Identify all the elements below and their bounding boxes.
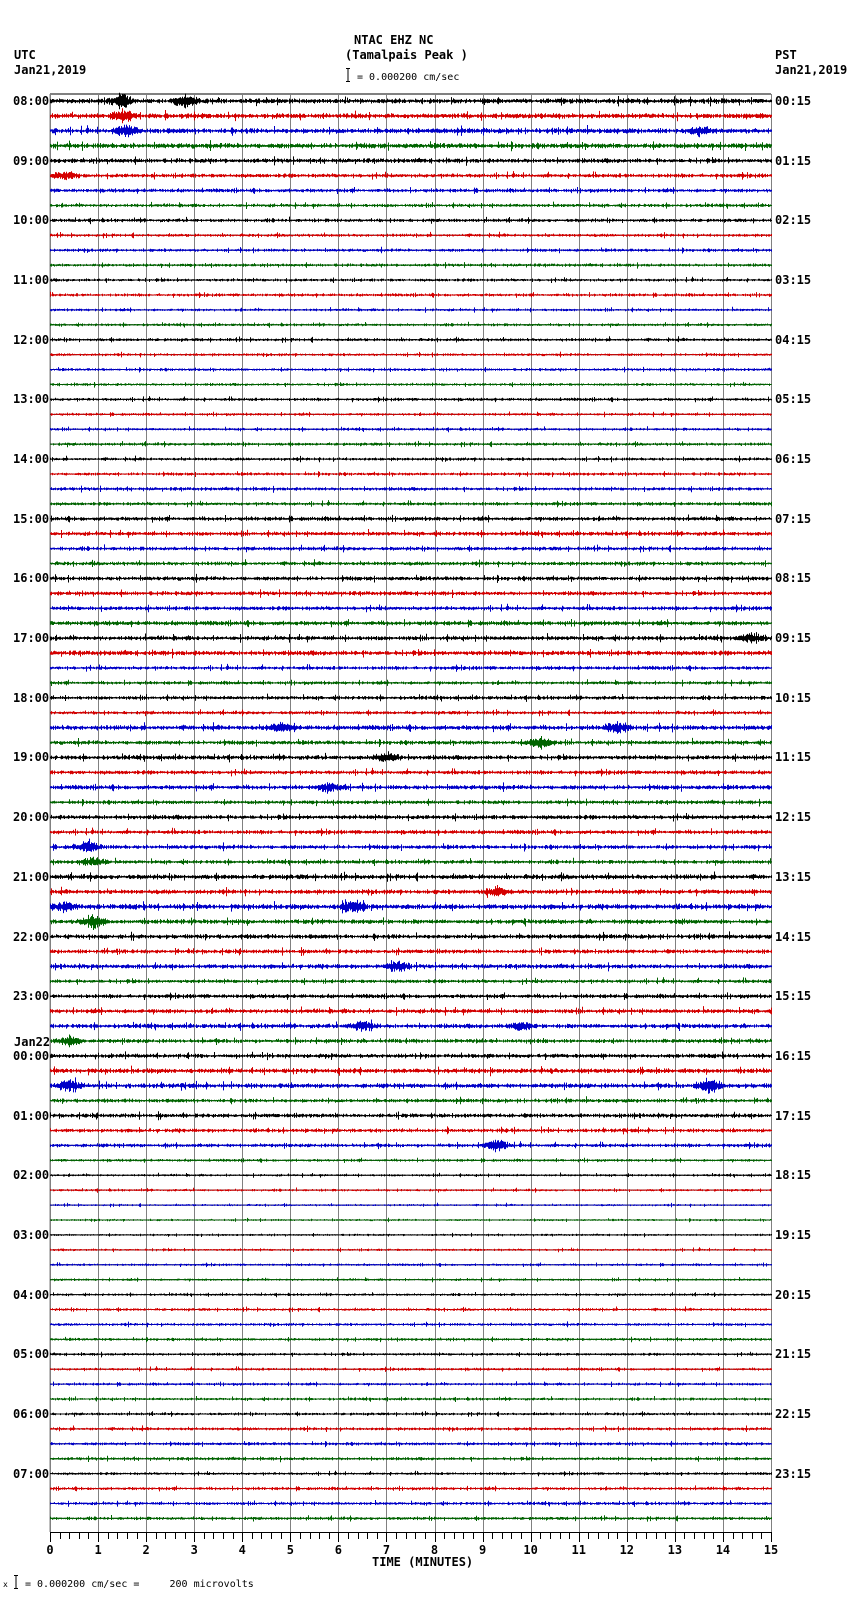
trace-row-65 [51, 1066, 772, 1077]
trace-row-84 [51, 1352, 772, 1358]
trace-row-22 [51, 426, 772, 432]
right-hour-label: 12:15 [775, 810, 812, 825]
trace-row-8 [51, 217, 772, 225]
trace-row-9 [51, 232, 772, 239]
trace-row-78 [51, 1262, 772, 1267]
trace-row-85 [51, 1366, 772, 1372]
trace-row-2 [51, 125, 772, 138]
x-tick-label: 15 [763, 1543, 779, 1557]
right-hour-label: 13:15 [775, 869, 812, 884]
trace-row-27 [51, 500, 772, 507]
x-axis-title: TIME (MINUTES) [372, 1555, 474, 1569]
trace-row-12 [51, 277, 772, 283]
left-hour-label: 08:00 [13, 94, 50, 108]
left-timezone: UTC [14, 48, 36, 62]
left-hour-label: 03:00 [13, 1227, 50, 1242]
right-hour-label: 20:15 [775, 1287, 812, 1302]
trace-row-53 [51, 885, 772, 898]
trace-row-6 [51, 187, 772, 194]
trace-row-58 [51, 960, 772, 972]
trace-row-24 [51, 456, 772, 463]
left-date: Jan21,2019 [14, 63, 87, 77]
left-hour-label: 20:00 [13, 810, 50, 825]
left-hour-label: 15:00 [13, 511, 50, 526]
right-hour-label: 02:15 [775, 213, 812, 228]
trace-row-7 [51, 202, 772, 209]
trace-row-36 [51, 632, 772, 644]
trace-row-82 [51, 1321, 772, 1327]
trace-row-31 [51, 559, 772, 567]
trace-row-50 [51, 839, 772, 853]
x-tick-label: 10 [523, 1543, 538, 1557]
left-hour-label: 11:00 [13, 273, 50, 288]
trace-row-70 [51, 1140, 772, 1153]
footer-scale-bar-icon [14, 1574, 18, 1588]
right-hour-label: 00:15 [775, 94, 812, 108]
trace-row-37 [51, 649, 772, 659]
trace-row-47 [51, 799, 772, 807]
right-hour-label: 04:15 [775, 332, 812, 347]
right-hour-label: 19:15 [775, 1227, 812, 1242]
left-hour-label: 14:00 [13, 452, 50, 467]
left-hour-label: 23:00 [13, 989, 50, 1004]
right-hour-label: 08:15 [775, 571, 812, 586]
footer-prefix: x [3, 1580, 8, 1589]
left-hour-label: 07:00 [13, 1466, 50, 1481]
x-tick-label: 2 [142, 1543, 150, 1557]
trace-row-67 [51, 1096, 772, 1104]
trace-row-4 [51, 156, 772, 165]
x-tick-label: 12 [619, 1543, 635, 1557]
trace-row-16 [51, 336, 772, 343]
trace-row-15 [51, 322, 772, 328]
x-tick-label: 11 [571, 1543, 586, 1557]
trace-row-11 [51, 262, 772, 269]
trace-row-92 [51, 1471, 772, 1477]
trace-row-14 [51, 307, 772, 313]
right-hour-label: 17:15 [775, 1108, 812, 1123]
right-hour-label: 16:15 [775, 1048, 812, 1063]
trace-row-30 [51, 544, 772, 552]
trace-row-44 [51, 751, 772, 762]
right-hour-label: 07:15 [775, 511, 812, 526]
trace-row-69 [51, 1126, 772, 1134]
trace-row-13 [51, 292, 772, 298]
trace-row-29 [51, 529, 772, 538]
trace-row-62 [51, 1020, 772, 1032]
x-tick-label: 5 [286, 1543, 294, 1557]
left-hour-label: 04:00 [13, 1287, 50, 1302]
right-hour-label: 01:15 [775, 153, 812, 168]
trace-row-74 [51, 1203, 772, 1207]
left-hour-label: 22:00 [13, 929, 50, 944]
x-tick-label: 1 [94, 1543, 102, 1557]
left-hour-label: 12:00 [13, 332, 50, 347]
trace-row-95 [51, 1515, 772, 1522]
trace-row-33 [51, 589, 772, 598]
x-tick-label: 6 [334, 1543, 343, 1557]
trace-row-17 [51, 352, 772, 358]
trace-row-42 [51, 721, 772, 734]
right-hour-label: 06:15 [775, 452, 812, 467]
trace-row-32 [51, 574, 772, 583]
trace-row-40 [51, 694, 772, 702]
trace-row-20 [51, 396, 772, 402]
trace-row-66 [51, 1077, 772, 1093]
trace-row-75 [51, 1218, 772, 1223]
right-hour-label: 22:15 [775, 1406, 812, 1421]
right-hour-label: 10:15 [775, 690, 812, 705]
trace-row-83 [51, 1337, 772, 1343]
trace-row-87 [51, 1396, 772, 1402]
left-hour-label: 18:00 [13, 690, 50, 705]
trace-row-49 [51, 828, 772, 837]
trace-row-59 [51, 977, 772, 985]
trace-row-60 [51, 992, 772, 1000]
trace-row-3 [51, 140, 772, 151]
right-hour-label: 03:15 [775, 273, 812, 288]
right-hour-label: 14:15 [775, 929, 812, 944]
trace-row-21 [51, 412, 772, 418]
trace-row-41 [51, 709, 772, 716]
trace-row-77 [51, 1247, 772, 1252]
trace-row-18 [51, 367, 772, 373]
x-tick-label: 0 [46, 1543, 54, 1557]
trace-row-89 [51, 1425, 772, 1432]
trace-row-28 [51, 515, 772, 523]
trace-row-76 [51, 1233, 772, 1237]
trace-row-1 [51, 108, 772, 123]
left-hour-label: 13:00 [13, 392, 50, 407]
right-hour-label: 21:15 [775, 1347, 812, 1362]
left-hour-label: 00:00 [13, 1048, 50, 1063]
trace-row-93 [51, 1485, 772, 1491]
trace-row-80 [51, 1292, 772, 1297]
scale-text: = 0.000200 cm/sec [357, 72, 460, 83]
station-title: NTAC EHZ NC [354, 33, 434, 47]
trace-row-39 [51, 679, 772, 686]
trace-row-56 [51, 931, 772, 941]
left-hour-label: 06:00 [13, 1406, 50, 1421]
right-hour-label: 05:15 [775, 392, 812, 407]
trace-row-45 [51, 768, 772, 777]
x-tick-label: 3 [190, 1543, 198, 1557]
left-date-change-label: Jan22 [14, 1034, 51, 1049]
left-hour-label: 01:00 [13, 1108, 50, 1123]
trace-row-68 [51, 1111, 772, 1120]
right-hour-label: 15:15 [775, 989, 812, 1004]
trace-row-94 [51, 1500, 772, 1507]
x-tick-label: 9 [478, 1543, 487, 1557]
trace-row-19 [51, 382, 772, 388]
left-hour-label: 09:00 [13, 153, 50, 168]
trace-row-55 [51, 914, 772, 930]
trace-row-61 [51, 1006, 772, 1016]
trace-row-51 [51, 857, 772, 866]
left-hour-label: 05:00 [13, 1347, 50, 1362]
right-hour-label: 23:15 [775, 1466, 812, 1481]
trace-row-10 [51, 247, 772, 254]
x-tick-label: 7 [382, 1543, 391, 1557]
right-date: Jan21,2019 [775, 63, 848, 77]
trace-row-86 [51, 1381, 772, 1387]
trace-row-73 [51, 1188, 772, 1193]
trace-row-0 [51, 93, 772, 110]
trace-row-71 [51, 1158, 772, 1163]
station-location: (Tamalpais Peak ) [345, 48, 468, 62]
trace-row-38 [51, 664, 772, 672]
right-hour-label: 18:15 [775, 1168, 812, 1183]
x-tick-label: 13 [667, 1543, 683, 1557]
trace-row-88 [51, 1411, 772, 1417]
left-hour-label: 02:00 [13, 1168, 50, 1183]
trace-row-52 [51, 872, 772, 882]
x-tick-label: 14 [715, 1543, 731, 1557]
trace-row-25 [51, 471, 772, 477]
left-hour-label: 21:00 [13, 869, 50, 884]
trace-row-48 [51, 813, 772, 822]
trace-row-34 [51, 604, 772, 613]
trace-row-79 [51, 1277, 772, 1282]
trace-row-64 [51, 1051, 772, 1060]
footer-scale-note: = 0.000200 cm/sec = 200 microvolts [25, 1579, 254, 1590]
left-hour-label: 16:00 [13, 571, 50, 586]
trace-row-81 [51, 1306, 772, 1312]
x-tick-label: 8 [430, 1543, 439, 1557]
trace-row-43 [51, 736, 772, 750]
left-hour-label: 19:00 [13, 750, 50, 765]
trace-row-23 [51, 441, 772, 447]
trace-row-46 [51, 782, 772, 793]
x-tick-label: 4 [238, 1543, 246, 1557]
trace-row-57 [51, 947, 772, 956]
trace-row-91 [51, 1456, 772, 1463]
trace-row-63 [51, 1035, 772, 1048]
right-hour-label: 09:15 [775, 631, 812, 646]
left-hour-label: 17:00 [13, 631, 50, 646]
right-timezone: PST [775, 48, 797, 62]
trace-row-26 [51, 486, 772, 493]
left-hour-label: 10:00 [13, 213, 50, 228]
trace-row-72 [51, 1173, 772, 1178]
right-hour-label: 11:15 [775, 750, 812, 765]
trace-row-90 [51, 1441, 772, 1447]
trace-row-35 [51, 619, 772, 627]
trace-row-54 [51, 899, 772, 913]
trace-row-5 [51, 171, 772, 180]
